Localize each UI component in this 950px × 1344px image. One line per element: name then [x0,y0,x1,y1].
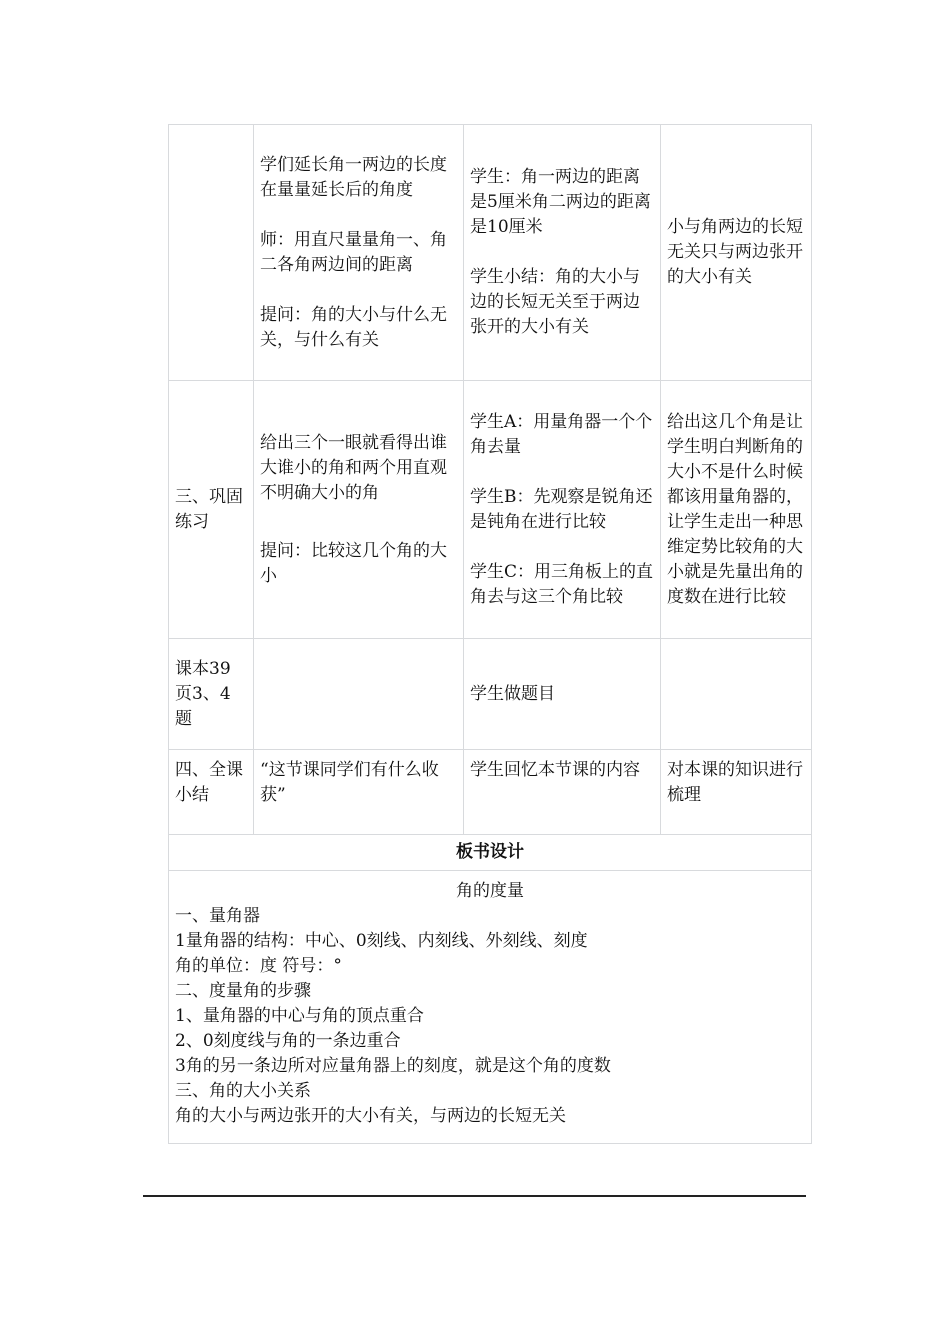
table-row [169,750,812,835]
board-design-heading-row [169,835,812,871]
teacher-activity-cell [254,125,464,381]
student-activity-text: 学生回忆本节课的内容 [470,760,640,780]
design-intent-cell [661,750,812,835]
teacher-activity-text: 提问：比较这几个角的大小 [260,540,447,586]
board-design-line: 一、量角器 [175,906,260,926]
student-activity-text: 学生A：用量角器一个个角去量 [470,411,653,457]
teacher-activity-cell [254,381,464,639]
board-design-line: 1量角器的结构：中心、0刻线、内刻线、外刻线、刻度 [175,931,588,951]
stage-cell [169,750,254,835]
board-design-line: 角的单位：度 符号：° [175,956,342,976]
board-design-row [169,871,812,1144]
stage-text: 三、巩固练习 [175,486,243,532]
board-design-line: 二、度量角的步骤 [175,981,311,1001]
teacher-activity-text: 师：用直尺量量角一、角二各角两边间的距离 [260,229,447,275]
stage-text: 课本39页3、4题 [175,658,231,729]
board-design-line: 1、量角器的中心与角的顶点重合 [175,1006,424,1026]
teacher-activity-text: “这节课同学们有什么收获” [260,760,439,805]
board-design-line: 三、角的大小关系 [175,1081,311,1101]
lesson-plan-table [168,124,812,1144]
table-row [169,381,812,639]
student-activity-cell [464,125,661,381]
board-design-line: 角的大小与两边张开的大小有关，与两边的长短无关 [175,1106,566,1126]
stage-text: 四、全课小结 [175,760,243,805]
student-activity-text: 学生做题目 [470,683,555,704]
stage-cell [169,639,254,750]
board-design-title: 角的度量 [456,881,524,901]
board-design-heading: 板书设计 [169,835,812,871]
design-intent-text: 给出这几个角是让学生明白判断角的大小不是什么时候都该用量角器的，让学生走出一种思维定势比较角的大小就是先量出角的度数在进行比较 [667,411,803,607]
design-intent-cell [661,125,812,381]
student-activity-text: 学生小结：角的大小与边的长短无关至于两边张开的大小有关 [470,267,640,337]
design-intent-text: 小与角两边的长短无关只与两边张开的大小有关 [667,217,803,287]
stage-cell [169,381,254,639]
design-intent-cell [661,639,812,750]
teacher-activity-cell [254,639,464,750]
board-design-content [169,871,812,1144]
student-activity-cell [464,639,661,750]
teacher-activity-cell [254,750,464,835]
stage-cell [169,125,254,381]
teacher-activity-text: 提问：角的大小与什么无关，与什么有关 [260,304,447,350]
teacher-activity-text: 给出三个一眼就看得出谁大谁小的角和两个用直观不明确大小的角 [260,432,447,503]
table-row [169,639,812,750]
footer-rule [143,1195,806,1197]
student-activity-text: 学生B：先观察是锐角还是钝角在进行比较 [470,486,653,532]
student-activity-cell [464,750,661,835]
student-activity-text: 学生C：用三角板上的直角去与这三个角比较 [470,561,654,607]
design-intent-text: 对本课的知识进行梳理 [667,760,803,805]
student-activity-text: 学生：角一两边的距离是5厘米角二两边的距离是10厘米 [470,167,651,237]
board-design-line: 3角的另一条边所对应量角器上的刻度，就是这个角的度数 [175,1056,611,1076]
board-design-line: 2、0刻度线与角的一条边重合 [175,1031,401,1051]
table-row [169,125,812,381]
teacher-activity-text: 学们延长角一两边的长度在量量延长后的角度 [260,154,447,200]
design-intent-cell [661,381,812,639]
student-activity-cell [464,381,661,639]
